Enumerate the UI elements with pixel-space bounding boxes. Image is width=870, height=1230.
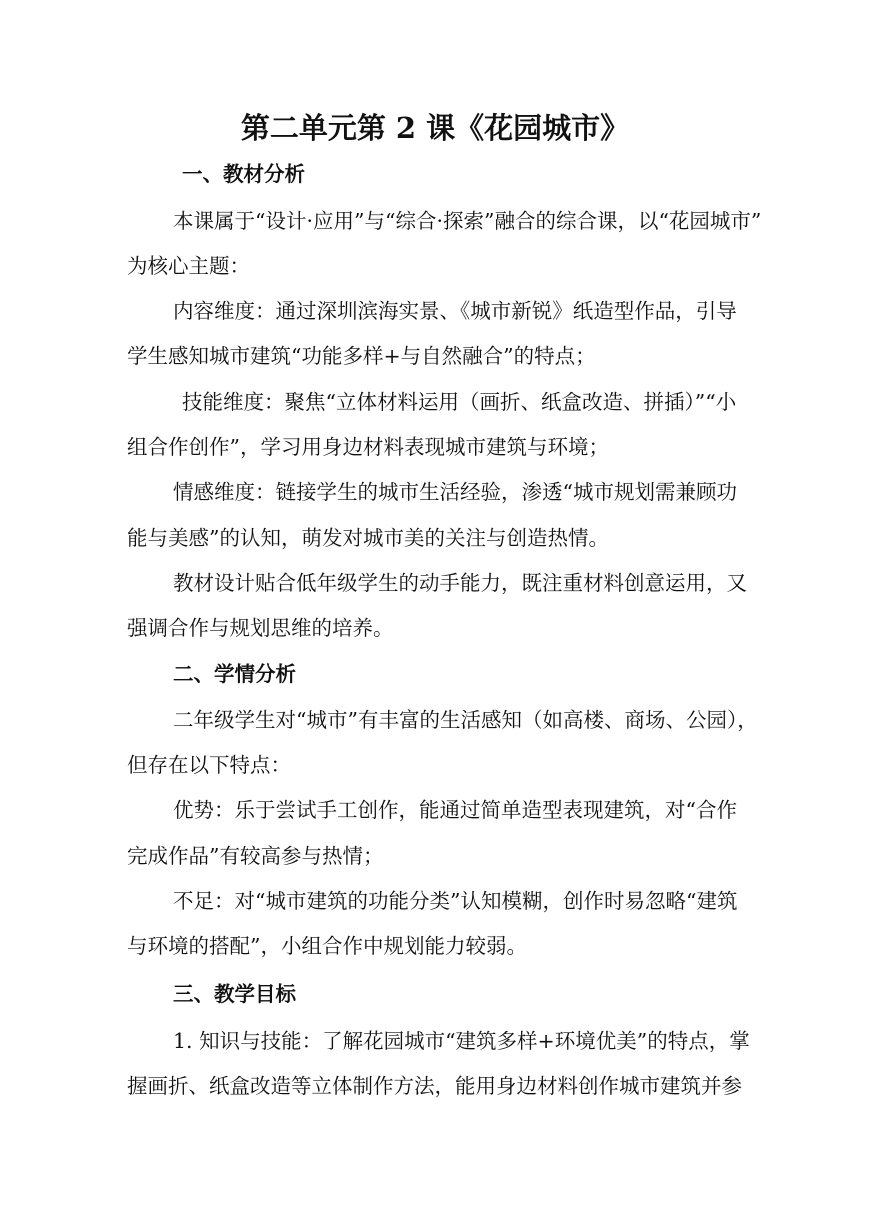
paragraph-line: 强调合作与规划思维的培养。 <box>127 616 394 640</box>
paragraph-line: 为核心主题： <box>127 254 250 278</box>
paragraph-line: 握画折、纸盒改造等立体制作方法，能用身边材料创作城市建筑并参 <box>127 1074 742 1098</box>
paragraph-line: 二年级学生对“城市”有丰富的生活感知（如高楼、商场、公园）， <box>173 708 758 732</box>
heading-teaching-goals: 三、教学目标 <box>173 982 296 1006</box>
paragraph-line: 组合作创作”，学习用身边材料表现城市建筑与环境； <box>127 435 609 459</box>
paragraph-line: 内容维度：通过深圳滨海实景、《城市新锐》纸造型作品，引导 <box>173 299 737 323</box>
paragraph-line: 但存在以下特点： <box>127 753 291 777</box>
paragraph-line: 技能维度：聚焦“立体材料运用（画折、纸盒改造、拼插）”“小 <box>182 390 737 414</box>
paragraph-line: 能与美感”的认知，萌发对城市美的关注与创造热情。 <box>127 526 609 550</box>
paragraph-line: 完成作品”有较高参与热情； <box>127 844 384 868</box>
heading-textbook-analysis: 一、教材分析 <box>182 162 305 186</box>
paragraph-line: 与环境的搭配”，小组合作中规划能力较弱。 <box>127 934 527 958</box>
paragraph-line: 学生感知城市建筑“功能多样+与自然融合”的特点； <box>127 344 596 368</box>
document-title: 第二单元第 2 课《花园城市》 <box>240 111 630 145</box>
paragraph-line: 优势：乐于尝试手工创作，能通过简单造型表现建筑，对“合作 <box>173 798 737 822</box>
heading-student-analysis: 二、学情分析 <box>173 662 296 686</box>
paragraph-line: 情感维度：链接学生的城市生活经验，渗透“城市规划需兼顾功 <box>173 480 737 504</box>
paragraph-line: 本课属于“设计·应用”与“综合·探索”融合的综合课，以“花园城市” <box>173 209 762 233</box>
paragraph-line: 不足：对“城市建筑的功能分类”认知模糊，创作时易忽略“建筑 <box>173 889 738 913</box>
paragraph-line: 1. 知识与技能：了解花园城市“建筑多样+环境优美”的特点，掌 <box>173 1029 750 1053</box>
paragraph-line: 教材设计贴合低年级学生的动手能力，既注重材料创意运用，又 <box>173 571 747 595</box>
